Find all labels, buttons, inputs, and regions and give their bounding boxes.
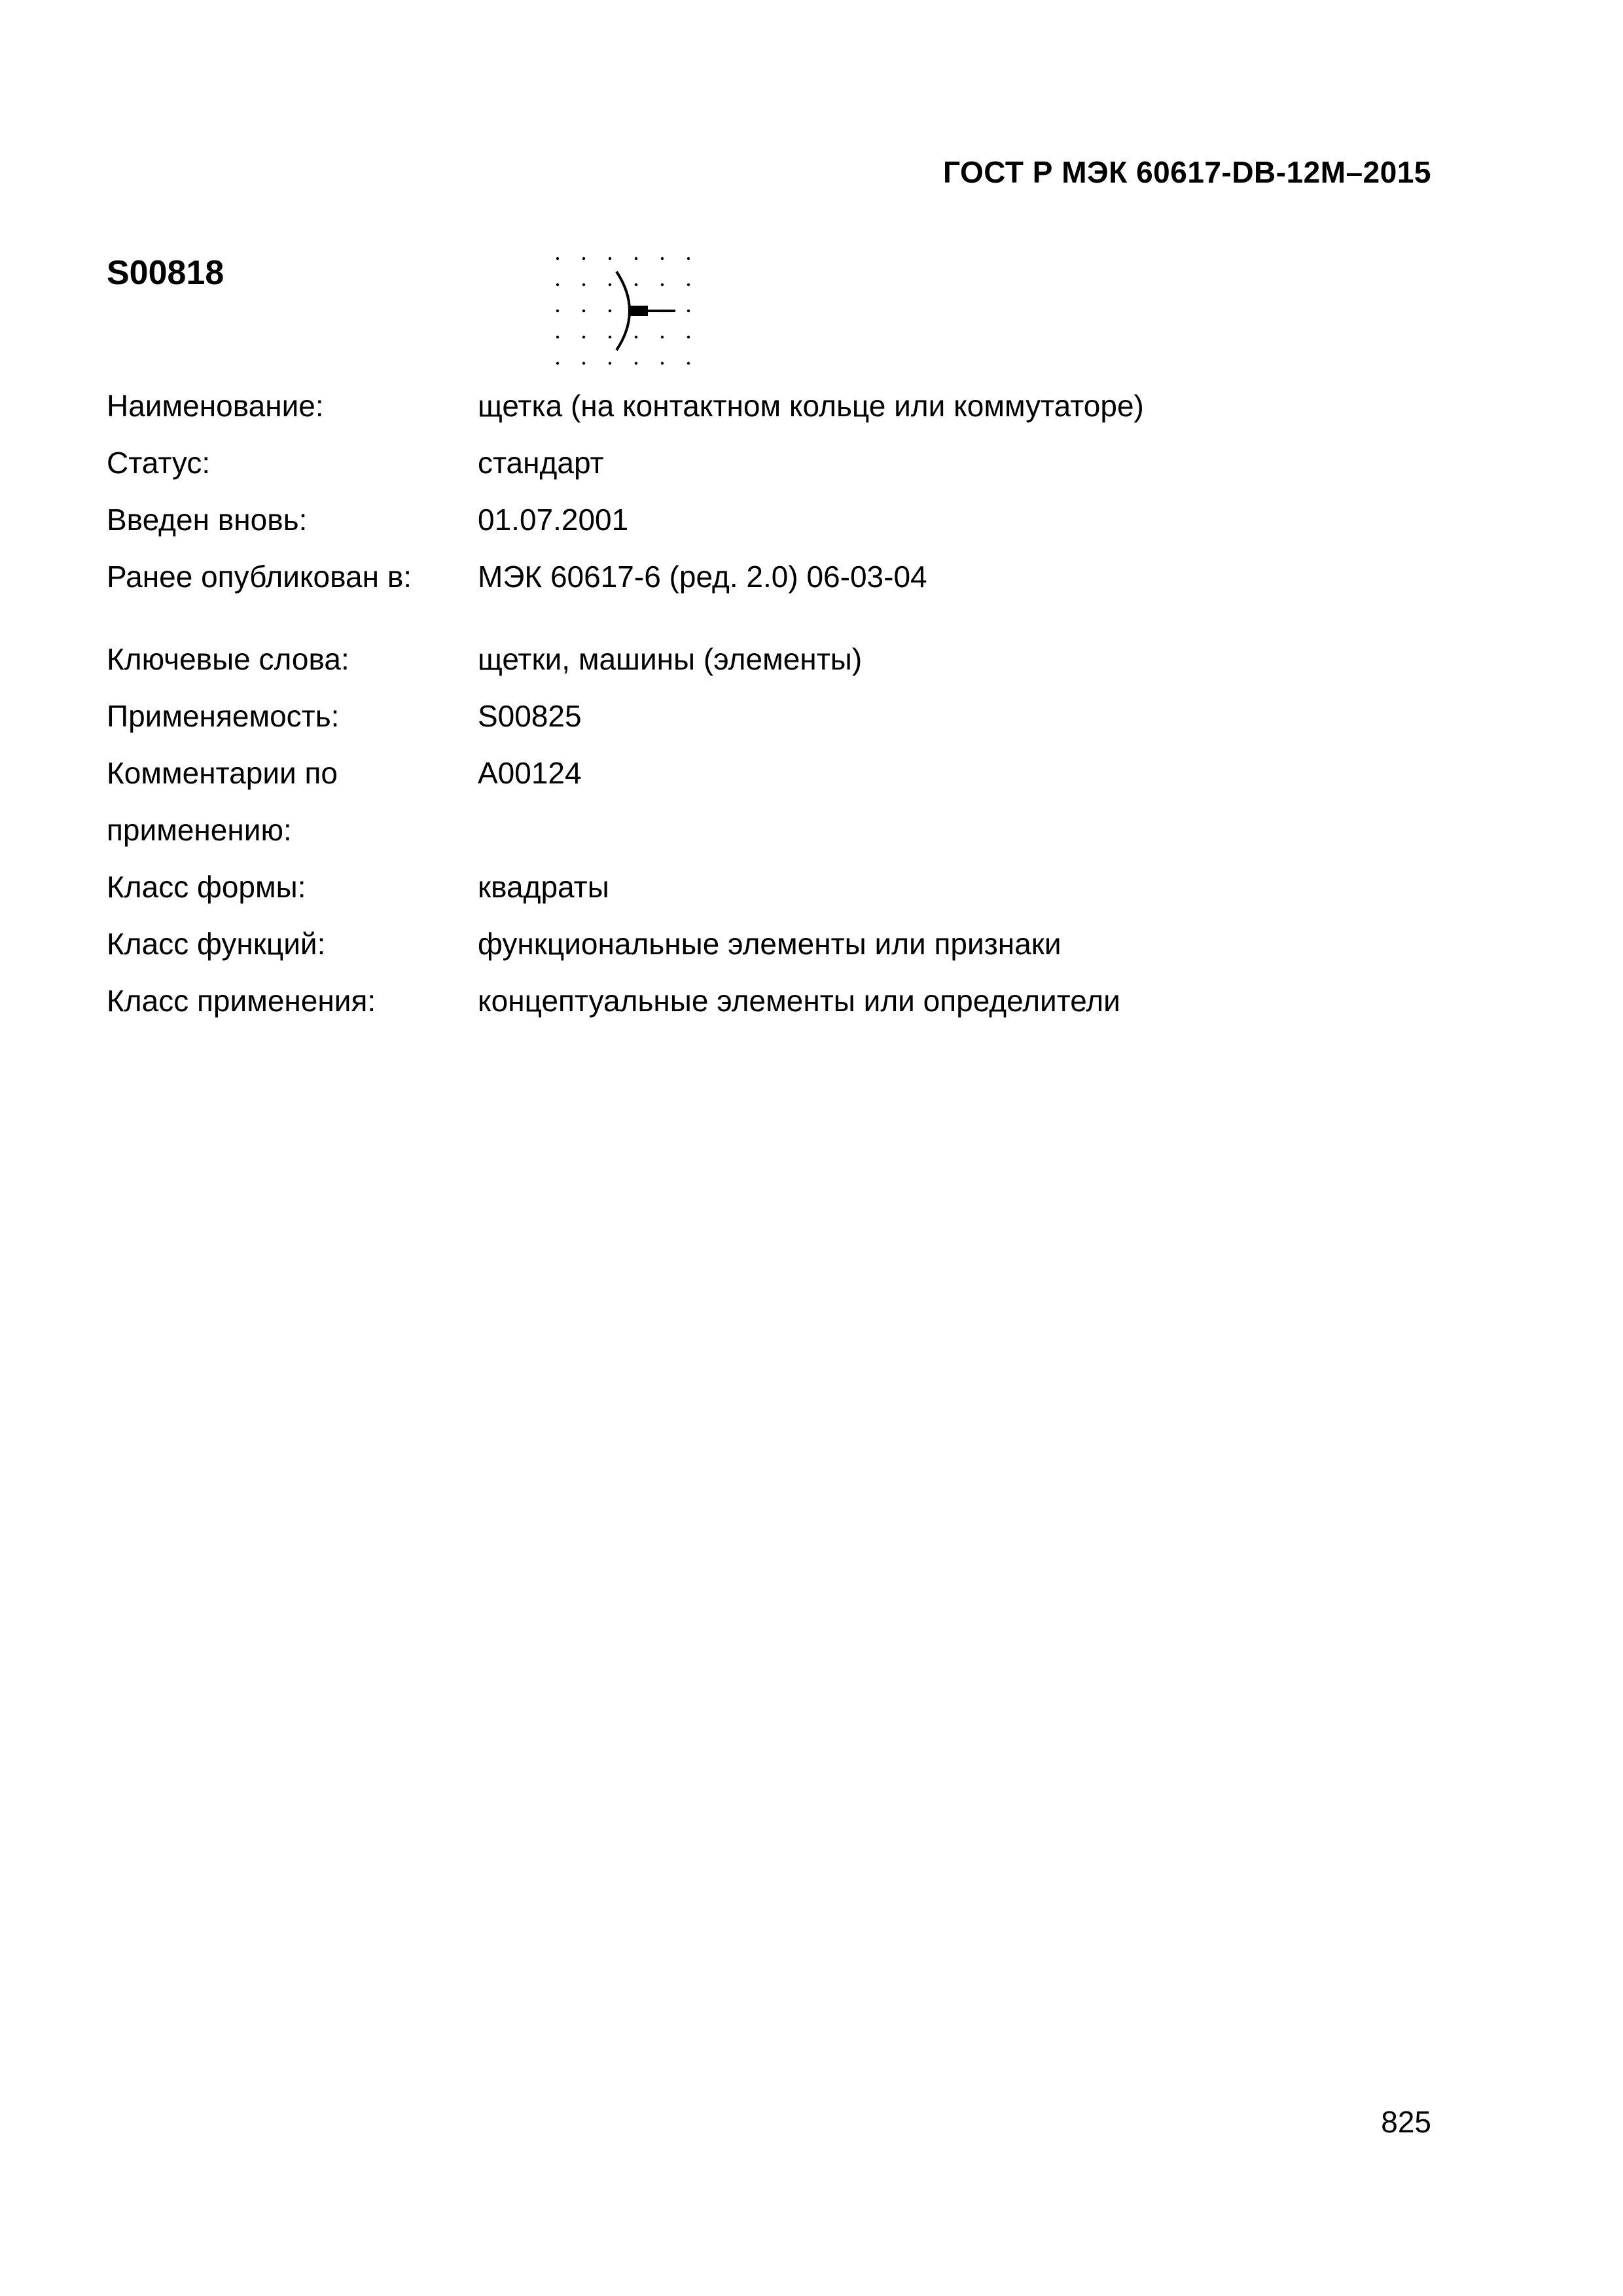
field-value: МЭК 60617-6 (ред. 2.0) 06-03-04 <box>478 560 927 594</box>
field-row-function-class <box>107 924 1448 963</box>
field-label: Ранее опубликован в: <box>107 560 412 594</box>
grid-dot <box>635 283 637 286</box>
field-row-name <box>107 386 1448 425</box>
field-value: концептуальные элементы или определители <box>478 984 1120 1018</box>
field-label: Класс применения: <box>107 984 376 1018</box>
grid-dot <box>556 362 559 365</box>
field-row-published-in <box>107 557 1448 596</box>
field-row-comments <box>107 753 1448 793</box>
field-value: функциональные элементы или признаки <box>478 927 1061 961</box>
grid-dot <box>609 310 611 312</box>
grid-dot <box>661 257 664 260</box>
field-label: Комментарии по <box>107 756 338 790</box>
grid-dot <box>609 336 611 338</box>
field-value: 01.07.2001 <box>478 503 629 537</box>
field-value: S00825 <box>478 699 582 733</box>
field-row-shape-class <box>107 867 1448 906</box>
grid-dot <box>635 336 637 338</box>
field-value: квадраты <box>478 870 609 904</box>
field-row-introduced <box>107 500 1448 539</box>
field-label-continuation: применению: <box>107 813 292 847</box>
grid-dot <box>582 257 585 260</box>
grid-dot <box>687 336 690 338</box>
field-label: Наименование: <box>107 389 324 423</box>
grid-dot <box>582 362 585 365</box>
field-row-status <box>107 443 1448 482</box>
grid-dot <box>609 257 611 260</box>
grid-dot <box>556 257 559 260</box>
field-label: Статус: <box>107 446 211 480</box>
grid-dot <box>661 362 664 365</box>
brush-contact-symbol-icon <box>544 245 715 376</box>
standard-designation: ГОСТ Р МЭК 60617-DB-12M–2015 <box>943 155 1431 189</box>
grid-dot <box>609 362 611 365</box>
field-value: стандарт <box>478 446 604 480</box>
grid-dot <box>687 283 690 286</box>
grid-dot <box>609 283 611 286</box>
field-label: Класс формы: <box>107 870 306 904</box>
grid-dot <box>687 310 690 312</box>
field-row-keywords <box>107 639 1448 679</box>
grid-dot <box>556 336 559 338</box>
page-number: 825 <box>1381 2105 1431 2139</box>
grid-dot <box>582 283 585 286</box>
field-value: щетка (на контактном кольце или коммутаторе) <box>478 389 1144 423</box>
symbol-brush-block <box>630 306 648 316</box>
grid-dot <box>556 310 559 312</box>
field-label: Применяемость: <box>107 699 340 733</box>
grid-dot <box>687 362 690 365</box>
grid-dot <box>687 257 690 260</box>
symbol-id: S00818 <box>107 254 224 292</box>
grid-dot <box>556 283 559 286</box>
field-value: щетки, машины (элементы) <box>478 642 863 676</box>
field-label: Введен вновь: <box>107 503 308 537</box>
grid-dot <box>661 336 664 338</box>
field-label: Класс функций: <box>107 927 326 961</box>
grid-dot <box>582 310 585 312</box>
grid-dot <box>635 257 637 260</box>
field-value: A00124 <box>478 756 582 790</box>
field-row-application-class <box>107 981 1448 1020</box>
field-label: Ключевые слова: <box>107 642 349 676</box>
grid-dot <box>661 283 664 286</box>
grid-dot <box>635 362 637 365</box>
symbol-arc <box>616 272 630 350</box>
grid-dot <box>582 336 585 338</box>
field-row-applicability <box>107 696 1448 736</box>
